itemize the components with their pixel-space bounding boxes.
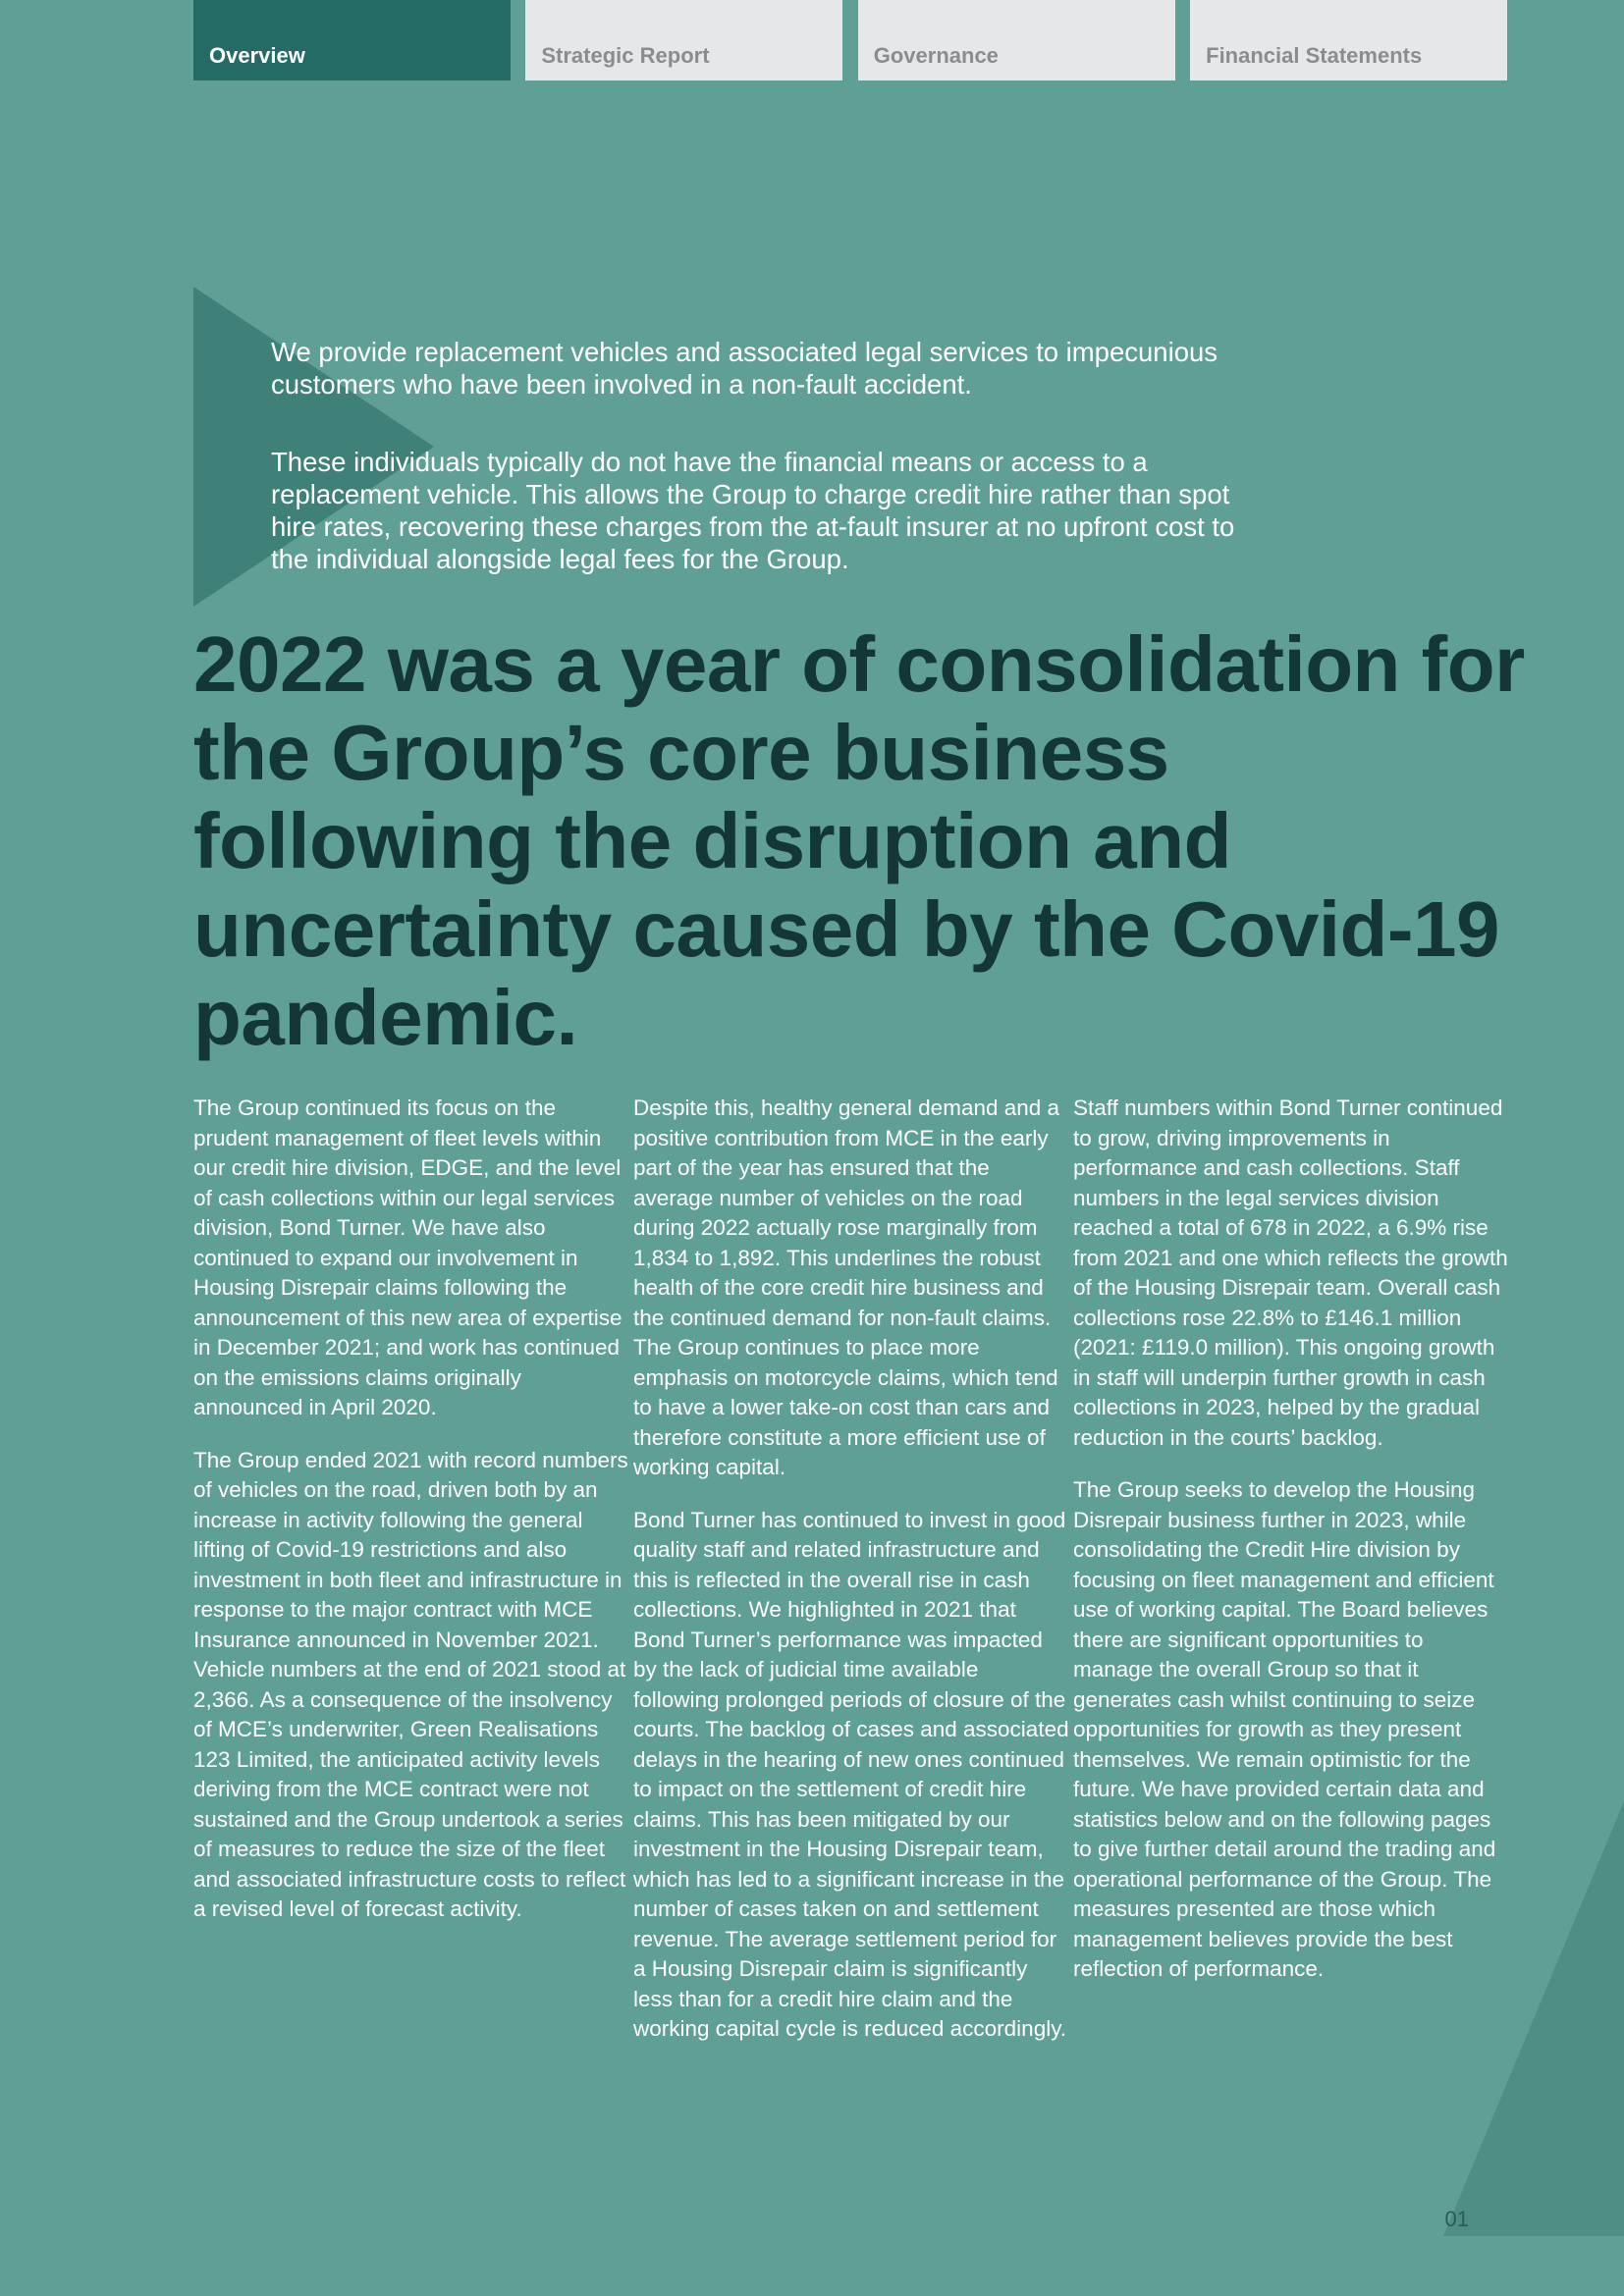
body-column-1 [193,1094,629,2067]
tab-governance[interactable]: Governance [858,0,1175,80]
tab-strategic-report[interactable]: Strategic Report [525,0,842,80]
body-column-3 [1073,1094,1509,2067]
tab-financial-statements[interactable]: Financial Statements [1190,0,1507,80]
body-columns [193,1094,1509,2067]
body-paragraph: Staff numbers within Bond Turner continued to grow, driving improvements in performance and cash collections. Staff numbers in the legal services division reached a total of 678 in 2022, a 6.9% rise from 2021 and one which reflects the growth of the Housing Disrepair team. Overall cash collections rose 22.8% to £146.1 million (2021: £119.0 million). This ongoing growth in staff will underpin further growth in cash collections in 2023, helped by the gradual reduction in the courts’ backlog. [1073,1095,1508,1450]
body-paragraph: The Group ended 2021 with record numbers of vehicles on the road, driven both by an increase in activity following the general lifting of Covid-19 restrictions and also investment in both fleet and infrastructure in response to the major contract with MCE Insurance announced in November 2021. Vehicle numbers at the end of 2021 stood at 2,366. As a consequence of the insolvency of MCE’s underwriter, Green Realisations 123 Limited, the anticipated activity levels deriving from the MCE contract were not sustained and the Group undertook a series of measures to reduce the size of the fleet and associated infrastructure costs to reflect a revised level of forecast activity. [193,1447,628,1921]
section-tabs [193,0,1507,80]
body-paragraph: The Group seeks to develop the Housing Disrepair business further in 2023, while consolidating the Credit Hire division by focusing on fleet management and efficient use of working capital. The Board believes there are significant opportunities to manage the overall Group so that it generates cash whilst continuing to seize opportunities for growth as they present themselves. We remain optimistic for the future. We have provided certain data and statistics below and on the following pages to give further detail around the trading and operational performance of the Group. The measures presented are those which management believes provide the best reflection of performance. [1073,1477,1496,1981]
body-paragraph: The Group continued its focus on the prudent management of fleet levels within our credit hire division, EDGE, and the level of cash collections within our legal services division, Bond Turner. We have also continued to expand our involvement in Housing Disrepair claims following the announcement of this new area of expertise in December 2021; and work has continued on the emissions claims originally announced in April 2020. [193,1095,623,1419]
tab-overview[interactable]: Overview [193,0,511,80]
body-paragraph: Bond Turner has continued to invest in good quality staff and related infrastructure and this is reflected in the overall rise in cash collections. We highlighted in 2021 that Bond Turner’s performance was impacted by the lack of judicial time available following prolonged periods of closure of the courts. The backlog of cases and associated delays in the hearing of new ones continued to impact on the settlement of credit hire claims. This has been mitigated by our investment in the Housing Disrepair team, which has led to a significant increase in the number of cases taken on and settlement revenue. The average settlement period for a Housing Disrepair claim is significantly less than for a credit hire claim and the working capital cycle is reduced accordingly. [633,1507,1069,2041]
intro-paragraph-1: We provide replacement vehicles and associated legal services to impecunious customers who have been involved in a non-fault accident. [271,337,1218,400]
intro-paragraph-2: These individuals typically do not have the financial means or access to a replacement vehicle. This allows the Group to charge credit hire rather than spot hire rates, recovering these charges from the at-fault insurer at no upfront cost to the individual alongside legal fees for the Group. [271,447,1235,574]
intro-text [271,336,1272,620]
headline: 2022 was a year of consolidation for the Group’s core business following the disruption and uncertainty caused by the Covid-19 pandemic. [193,620,1525,1061]
page-number: 01 [1444,2207,1469,2231]
body-paragraph: Despite this, healthy general demand and a positive contribution from MCE in the early part of the year has ensured that the average number of vehicles on the road during 2022 actually rose marginally from 1,834 to 1,892. This underlines the robust health of the core credit hire business and the continued demand for non-fault claims. The Group continues to place more emphasis on motorcycle claims, which tend to have a lower take-on cost than cars and therefore constitute a more efficient use of working capital. [633,1095,1060,1479]
body-column-2 [633,1094,1069,2067]
